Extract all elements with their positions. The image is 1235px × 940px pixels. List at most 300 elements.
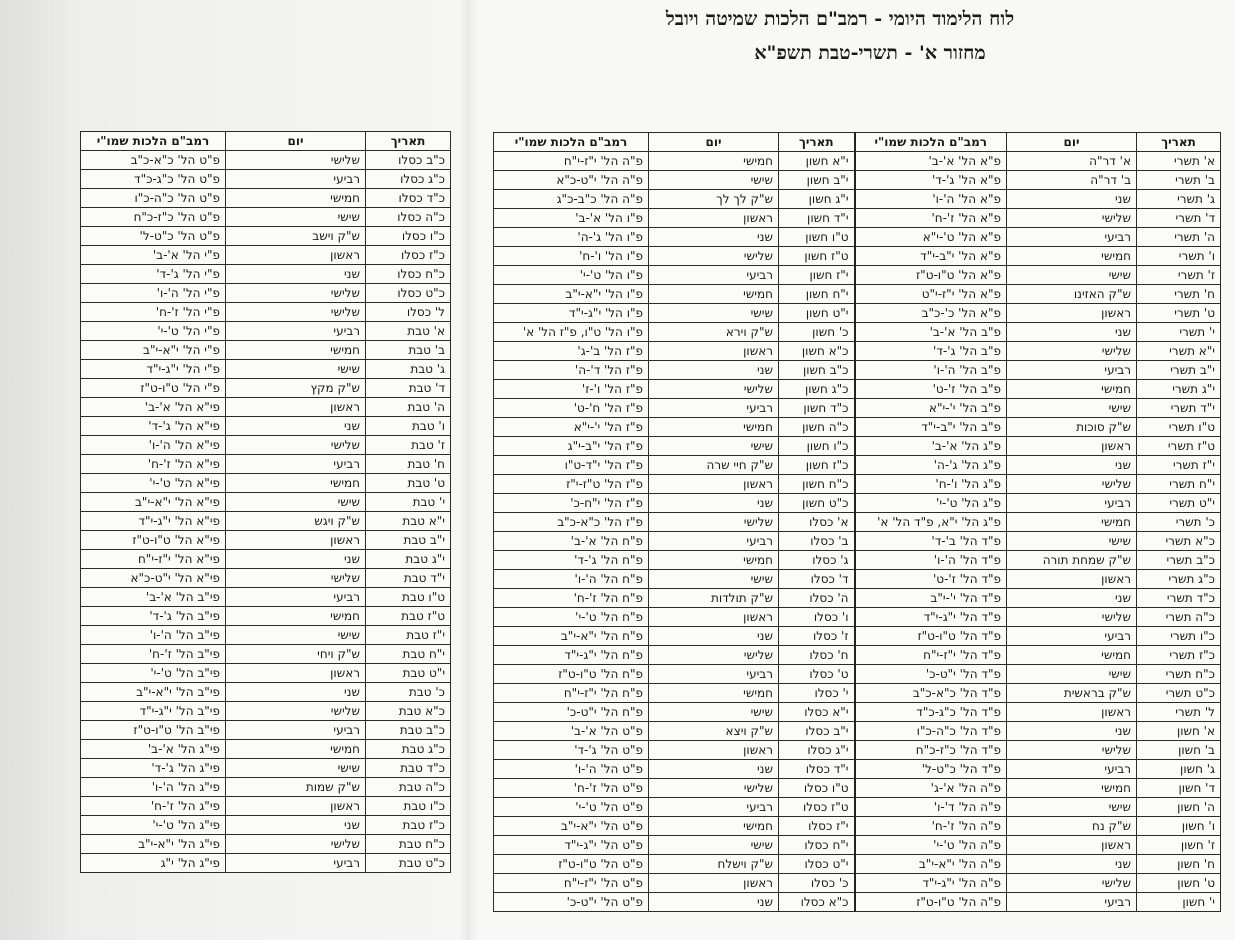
cell-day: ראשון <box>649 608 779 627</box>
cell-day: חמישי <box>1007 380 1137 399</box>
cell-rambam: פי"ג הל' ז'-ח' <box>81 797 226 816</box>
table-row <box>494 760 1221 779</box>
cell-date: כ' טבת <box>366 683 451 702</box>
cell-rambam: פי"א הל' ה'-ו' <box>81 436 226 455</box>
cell-date: י"א תשרי <box>1137 342 1221 361</box>
cell-rambam: פ"ט הל' ג'-ד' <box>494 741 649 760</box>
cell-rambam: פ"י הל' ט"ו-ט"ז <box>81 379 226 398</box>
table-row <box>81 360 451 379</box>
cell-day: שלישי <box>226 702 366 721</box>
cell-date: ז' כסלו <box>779 627 855 646</box>
cell-rambam: פ"ד הל' כ"ט-ל' <box>855 760 1007 779</box>
cell-day: שלישי <box>649 247 779 266</box>
cell-rambam: פ"ו הל' א'-ב' <box>494 209 649 228</box>
cell-rambam: פ"ד הל' ז'-ט' <box>855 570 1007 589</box>
cell-day: שישי <box>649 304 779 323</box>
cell-date: י"ז תשרי <box>1137 456 1221 475</box>
cell-rambam: פ"ח הל' י"א-י"ב <box>494 627 649 646</box>
table-row <box>494 646 1221 665</box>
cell-rambam: פ"ט הל' ט"ו-ט"ז <box>494 855 649 874</box>
cell-rambam: פ"ז הל' ט"ז-י"ז <box>494 475 649 494</box>
cell-day: שני <box>649 361 779 380</box>
table-row <box>494 627 1221 646</box>
cell-rambam: פ"ח הל' ז'-ח' <box>494 589 649 608</box>
table-row <box>81 588 451 607</box>
table-row <box>81 721 451 740</box>
cell-day: שישי <box>1007 532 1137 551</box>
cell-rambam: פ"ו הל' י"ג-י"ד <box>494 304 649 323</box>
cell-day: שלישי <box>226 835 366 854</box>
cell-day: ש"ק האזינו <box>1007 285 1137 304</box>
cell-date: כ"א תשרי <box>1137 532 1221 551</box>
cell-rambam: פ"ו הל' ג'-ה' <box>494 228 649 247</box>
cell-date: כ"ו טבת <box>366 797 451 816</box>
cell-date: ג' טבת <box>366 360 451 379</box>
cell-date: ט"ז חשון <box>779 247 855 266</box>
header-day: יום <box>1007 133 1137 152</box>
table-row <box>81 626 451 645</box>
cell-date: ט"ו טבת <box>366 588 451 607</box>
table-row <box>494 779 1221 798</box>
cell-day: חמישי <box>226 189 366 208</box>
cell-date: י"א טבת <box>366 512 451 531</box>
cell-day: שני <box>1007 323 1137 342</box>
cell-date: ג' כסלו <box>779 551 855 570</box>
cell-rambam: פ"ט הל' י"ג-י"ד <box>494 836 649 855</box>
table-row <box>81 417 451 436</box>
table-row <box>494 703 1221 722</box>
cell-day: שני <box>1007 190 1137 209</box>
cell-rambam: פ"ט הל' י"א-י"ב <box>494 817 649 836</box>
cell-rambam: פ"ח הל' ג'-ד' <box>494 551 649 570</box>
cell-rambam: פ"ה הל' י"ג-י"ד <box>855 874 1007 893</box>
cell-date: י"ד כסלו <box>779 760 855 779</box>
cell-day: ש"ק וישב <box>226 227 366 246</box>
cell-date: י"ב חשון <box>779 171 855 190</box>
cell-date: י"ז טבת <box>366 626 451 645</box>
cell-date: ט' כסלו <box>779 665 855 684</box>
cell-day: ראשון <box>649 342 779 361</box>
cell-day: רביעי <box>1007 893 1137 912</box>
cell-rambam: פ"ג הל' ו'-ח' <box>855 475 1007 494</box>
table-row <box>494 456 1221 475</box>
cell-rambam: פ"י הל' א'-ב' <box>81 246 226 265</box>
cell-day: חמישי <box>649 551 779 570</box>
cell-day: חמישי <box>226 474 366 493</box>
cell-day: שלישי <box>226 436 366 455</box>
cell-date: ב' תשרי <box>1137 171 1221 190</box>
table-row <box>494 247 1221 266</box>
table-row <box>494 266 1221 285</box>
cell-date: א' חשון <box>1137 722 1221 741</box>
cell-date: ד' תשרי <box>1137 209 1221 228</box>
table-row <box>81 398 451 417</box>
cell-day: שלישי <box>1007 342 1137 361</box>
cell-rambam: פי"א הל' י"ז-י"ח <box>81 550 226 569</box>
cell-day: שישי <box>226 208 366 227</box>
cell-day: שני <box>226 816 366 835</box>
table-row <box>494 665 1221 684</box>
cell-rambam: פי"א הל' ג'-ד' <box>81 417 226 436</box>
cell-date: י"ח חשון <box>779 285 855 304</box>
table-row <box>81 759 451 778</box>
table-row <box>494 361 1221 380</box>
cell-day: שלישי <box>1007 475 1137 494</box>
table-row <box>494 684 1221 703</box>
cell-day: רביעי <box>1007 361 1137 380</box>
cell-date: כ"ב טבת <box>366 721 451 740</box>
table-row <box>494 855 1221 874</box>
table-row <box>494 741 1221 760</box>
cell-date: י"ד תשרי <box>1137 399 1221 418</box>
cell-day: שני <box>649 228 779 247</box>
table-row <box>494 342 1221 361</box>
cell-day: חמישי <box>1007 646 1137 665</box>
table-row <box>81 455 451 474</box>
cell-day: חמישי <box>226 341 366 360</box>
cell-day: ש"ק לך לך <box>649 190 779 209</box>
cell-date: ל' תשרי <box>1137 703 1221 722</box>
cell-rambam: פ"ד הל' כ"ה-כ"ו <box>855 722 1007 741</box>
cell-date: כ"ט כסלו <box>366 284 451 303</box>
cell-day: ראשון <box>226 246 366 265</box>
cell-date: ט"ו חשון <box>779 228 855 247</box>
cell-date: ח' טבת <box>366 455 451 474</box>
cell-rambam: פי"ב הל' ז'-ח' <box>81 645 226 664</box>
cell-date: כ"ג טבת <box>366 740 451 759</box>
cell-day: ב' דר"ה <box>1007 171 1137 190</box>
cell-rambam: פ"ט הל' כ"ז-כ"ח <box>81 208 226 227</box>
table-row <box>81 569 451 588</box>
cell-date: ח' כסלו <box>779 646 855 665</box>
cell-date: א' כסלו <box>779 513 855 532</box>
cell-rambam: פי"א הל' ז'-ח' <box>81 455 226 474</box>
cell-date: כ"ח תשרי <box>1137 665 1221 684</box>
cell-rambam: פ"ה הל' ד'-ו' <box>855 798 1007 817</box>
cell-day: שישי <box>226 626 366 645</box>
cell-rambam: פי"ג הל' ט'-י' <box>81 816 226 835</box>
page-title: לוח הלימוד היומי - רמב"ם הלכות שמיטה ויובל <box>665 8 1015 30</box>
cell-date: י"ט כסלו <box>779 855 855 874</box>
cell-rambam: פ"א הל' כ'-כ"ב <box>855 304 1007 323</box>
cell-rambam: פ"ב הל' י"ב-י"ד <box>855 418 1007 437</box>
table-row <box>494 418 1221 437</box>
cell-rambam: פ"ט הל' ה'-ו' <box>494 760 649 779</box>
cell-date: י"ד חשון <box>779 209 855 228</box>
cell-day: רביעי <box>649 665 779 684</box>
table-row <box>81 797 451 816</box>
cell-date: כ"א חשון <box>779 342 855 361</box>
header-day: יום <box>649 133 779 152</box>
cell-rambam: פ"ד הל' י'-י"ב <box>855 589 1007 608</box>
cell-date: כ"ד כסלו <box>366 189 451 208</box>
table-row <box>494 380 1221 399</box>
table-row <box>81 645 451 664</box>
cell-rambam: פ"ה הל' י"ט-כ"א <box>494 171 649 190</box>
schedule-table-main <box>493 132 1221 912</box>
cell-rambam: פי"ג הל' י"א-י"ב <box>81 835 226 854</box>
table-row <box>494 209 1221 228</box>
cell-date: כ"ד חשון <box>779 399 855 418</box>
cell-day: ראשון <box>226 664 366 683</box>
cell-date: כ"ו כסלו <box>366 227 451 246</box>
cell-date: כ"ד תשרי <box>1137 589 1221 608</box>
cell-day: רביעי <box>1007 494 1137 513</box>
table-row <box>81 436 451 455</box>
cell-day: שני <box>226 683 366 702</box>
cell-day: רביעי <box>226 588 366 607</box>
cell-rambam: פ"א הל' ה'-ו' <box>855 190 1007 209</box>
cell-date: ז' חשון <box>1137 836 1221 855</box>
cell-day: שלישי <box>1007 741 1137 760</box>
cell-rambam: פ"ה הל' כ"ב-כ"ג <box>494 190 649 209</box>
header-date: תאריך <box>366 132 451 151</box>
cell-day: ראשון <box>649 209 779 228</box>
table-row <box>494 304 1221 323</box>
cell-day: רביעי <box>649 399 779 418</box>
cell-date: ט"ז תשרי <box>1137 437 1221 456</box>
cell-date: כ"ח טבת <box>366 835 451 854</box>
cell-day: שני <box>1007 722 1137 741</box>
cell-day: חמישי <box>226 740 366 759</box>
cell-day: שלישי <box>649 513 779 532</box>
cell-date: י' חשון <box>1137 893 1221 912</box>
cell-rambam: פ"ז הל' ו'-ז' <box>494 380 649 399</box>
cell-rambam: פ"א הל' ז'-ח' <box>855 209 1007 228</box>
table-row <box>81 778 451 797</box>
cell-date: ט' תשרי <box>1137 304 1221 323</box>
cell-day: ש"ק שמות <box>226 778 366 797</box>
cell-date: י"א כסלו <box>779 703 855 722</box>
cell-rambam: פ"ז הל' ח'-ט' <box>494 399 649 418</box>
table-row <box>81 170 451 189</box>
table-row <box>494 836 1221 855</box>
cell-day: שישי <box>1007 798 1137 817</box>
cell-rambam: פ"ג הל' ג'-ה' <box>855 456 1007 475</box>
cell-date: י"ט חשון <box>779 304 855 323</box>
table-row <box>81 246 451 265</box>
cell-day: רביעי <box>226 854 366 873</box>
cell-date: י"ב טבת <box>366 531 451 550</box>
cell-date: כ' תשרי <box>1137 513 1221 532</box>
cell-rambam: פ"ט הל' כ"ה-כ"ו <box>81 189 226 208</box>
cell-rambam: פ"ח הל' ה'-ו' <box>494 570 649 589</box>
cell-date: ה' כסלו <box>779 589 855 608</box>
cell-rambam: פ"א הל' י"ב-י"ד <box>855 247 1007 266</box>
table-row <box>494 817 1221 836</box>
cell-rambam: פ"ב הל' ג'-ד' <box>855 342 1007 361</box>
cell-day: ראשון <box>226 531 366 550</box>
cell-rambam: פ"ב הל' ז'-ט' <box>855 380 1007 399</box>
cell-day: רביעי <box>1007 760 1137 779</box>
cell-date: א' תשרי <box>1137 152 1221 171</box>
cell-rambam: פ"ט הל' י"ז-י"ח <box>494 874 649 893</box>
cell-rambam: פי"א הל' י"ט-כ"א <box>81 569 226 588</box>
cell-rambam: פ"ח הל' י"ז-י"ח <box>494 684 649 703</box>
cell-date: ה' חשון <box>1137 798 1221 817</box>
cell-date: י"ד טבת <box>366 569 451 588</box>
cell-day: שלישי <box>1007 209 1137 228</box>
table-row <box>494 893 1221 912</box>
cell-day: ש"ק נח <box>1007 817 1137 836</box>
cell-day: שישי <box>1007 266 1137 285</box>
cell-date: כ"ה טבת <box>366 778 451 797</box>
cell-rambam: פ"ג הל' י"א, פ"ד הל' א' <box>855 513 1007 532</box>
cell-day: שלישי <box>649 646 779 665</box>
cell-day: ראשון <box>1007 304 1137 323</box>
table-row <box>81 474 451 493</box>
cell-day: חמישי <box>649 285 779 304</box>
header-day: יום <box>226 132 366 151</box>
header-date: תאריך <box>1137 133 1221 152</box>
cell-date: ו' טבת <box>366 417 451 436</box>
cell-rambam: פ"ב הל' ה'-ו' <box>855 361 1007 380</box>
table-row <box>81 322 451 341</box>
cell-day: ראשון <box>1007 836 1137 855</box>
cell-date: כ' חשון <box>779 323 855 342</box>
table-row <box>494 494 1221 513</box>
cell-date: כ"ב תשרי <box>1137 551 1221 570</box>
table-row <box>81 341 451 360</box>
cell-day: שישי <box>649 437 779 456</box>
header-rambam: רמב"ם הלכות שמו"י <box>855 133 1007 152</box>
cell-day: רביעי <box>226 721 366 740</box>
table-row <box>494 152 1221 171</box>
cell-rambam: פ"ד הל' ב'-ד' <box>855 532 1007 551</box>
cell-day: רביעי <box>226 322 366 341</box>
cell-day: שישי <box>649 836 779 855</box>
cell-rambam: פ"ז הל' י"ב-י"ג <box>494 437 649 456</box>
cell-rambam: פ"י הל' י"ג-י"ד <box>81 360 226 379</box>
cell-date: כ"ב חשון <box>779 361 855 380</box>
cell-day: חמישי <box>649 684 779 703</box>
cell-date: ג' חשון <box>1137 760 1221 779</box>
table-row <box>494 798 1221 817</box>
cell-day: ש"ק מקץ <box>226 379 366 398</box>
cell-date: ג' תשרי <box>1137 190 1221 209</box>
cell-rambam: פ"א הל' ג'-ד' <box>855 171 1007 190</box>
cell-day: שישי <box>1007 665 1137 684</box>
cell-date: ט"ו כסלו <box>779 779 855 798</box>
page-edge-shadow <box>0 0 80 940</box>
cell-date: י"ג תשרי <box>1137 380 1221 399</box>
cell-date: י' טבת <box>366 493 451 512</box>
cell-rambam: פ"ד הל' כ"ז-כ"ח <box>855 741 1007 760</box>
cell-date: ט' חשון <box>1137 874 1221 893</box>
page-spine <box>458 0 478 940</box>
cell-date: כ"ח כסלו <box>366 265 451 284</box>
cell-day: ראשון <box>1007 570 1137 589</box>
cell-date: ד' כסלו <box>779 570 855 589</box>
cell-rambam: פ"ו הל' ו'-ח' <box>494 247 649 266</box>
cell-day: שישי <box>226 360 366 379</box>
table-row <box>81 683 451 702</box>
cell-rambam: פי"א הל' א'-ב' <box>81 398 226 417</box>
cell-day: רביעי <box>1007 228 1137 247</box>
cell-date: ה' תשרי <box>1137 228 1221 247</box>
table-row <box>494 399 1221 418</box>
table-row <box>494 475 1221 494</box>
cell-rambam: פי"ב הל' ט'-י' <box>81 664 226 683</box>
cell-date: כ"ז תשרי <box>1137 646 1221 665</box>
cell-rambam: פ"ה הל' ט"ו-ט"ז <box>855 893 1007 912</box>
cell-date: ט"ז טבת <box>366 607 451 626</box>
cell-rambam: פ"ה הל' א'-ג' <box>855 779 1007 798</box>
table-row <box>494 437 1221 456</box>
cell-day: שני <box>1007 589 1137 608</box>
cell-date: י"ט תשרי <box>1137 494 1221 513</box>
cell-day: שני <box>649 760 779 779</box>
table-row <box>81 151 451 170</box>
cell-rambam: פ"ד הל' י"ג-י"ד <box>855 608 1007 627</box>
cell-day: שישי <box>649 570 779 589</box>
cell-day: רביעי <box>649 532 779 551</box>
cell-date: כ"ט טבת <box>366 854 451 873</box>
cell-date: ב' טבת <box>366 341 451 360</box>
table-row <box>494 190 1221 209</box>
cell-date: כ"א טבת <box>366 702 451 721</box>
cell-rambam: פ"י הל' ג'-ד' <box>81 265 226 284</box>
cell-day: שלישי <box>649 779 779 798</box>
table-row <box>494 532 1221 551</box>
cell-date: ב' כסלו <box>779 532 855 551</box>
cell-rambam: פ"ג הל' א'-ב' <box>855 437 1007 456</box>
cell-rambam: פ"ז הל' י"ח-כ' <box>494 494 649 513</box>
cell-date: י"ז כסלו <box>779 817 855 836</box>
table-row <box>494 551 1221 570</box>
cell-date: י"ג חשון <box>779 190 855 209</box>
table-row <box>81 531 451 550</box>
cell-date: כ"א כסלו <box>779 893 855 912</box>
table-header-row <box>494 133 1221 152</box>
table-row <box>494 874 1221 893</box>
cell-rambam: פ"ד הל' ה'-ו' <box>855 551 1007 570</box>
cell-date: כ"ד טבת <box>366 759 451 778</box>
cell-day: ש"ק תולדות <box>649 589 779 608</box>
cell-day: ש"ק ויצא <box>649 722 779 741</box>
cell-date: י' תשרי <box>1137 323 1221 342</box>
cell-rambam: פ"ח הל' י"ט-כ' <box>494 703 649 722</box>
cell-rambam: פי"ג הל' ג'-ד' <box>81 759 226 778</box>
table-row <box>81 208 451 227</box>
schedule-body-left <box>81 151 451 873</box>
table-row <box>81 664 451 683</box>
cell-date: ד' טבת <box>366 379 451 398</box>
cell-rambam: פ"ה הל' ז'-ח' <box>855 817 1007 836</box>
table-row <box>81 265 451 284</box>
cell-rambam: פ"ח הל' ט"ו-ט"ז <box>494 665 649 684</box>
cell-rambam: פי"ב הל' י"ג-י"ד <box>81 702 226 721</box>
cell-rambam: פ"ז הל' ד'-ה' <box>494 361 649 380</box>
cell-date: י"ז חשון <box>779 266 855 285</box>
cell-day: שישי <box>1007 399 1137 418</box>
cell-date: ה' טבת <box>366 398 451 417</box>
cell-day: שלישי <box>226 284 366 303</box>
cell-rambam: פי"ג הל' י"ג <box>81 854 226 873</box>
cell-rambam: פ"ו הל' י"א-י"ב <box>494 285 649 304</box>
cell-rambam: פ"ח הל' א'-ב' <box>494 532 649 551</box>
cell-date: כ"ה כסלו <box>366 208 451 227</box>
cell-rambam: פ"ג הל' ט'-י' <box>855 494 1007 513</box>
cell-day: שישי <box>649 703 779 722</box>
cell-day: חמישי <box>649 152 779 171</box>
cell-day: שני <box>649 893 779 912</box>
cell-rambam: פ"ז הל' י'-י"א <box>494 418 649 437</box>
cell-rambam: פ"ד הל' י"ט-כ' <box>855 665 1007 684</box>
cell-rambam: פ"ט הל' כ"א-כ"ב <box>81 151 226 170</box>
table-row <box>81 379 451 398</box>
cell-day: ראשון <box>649 874 779 893</box>
